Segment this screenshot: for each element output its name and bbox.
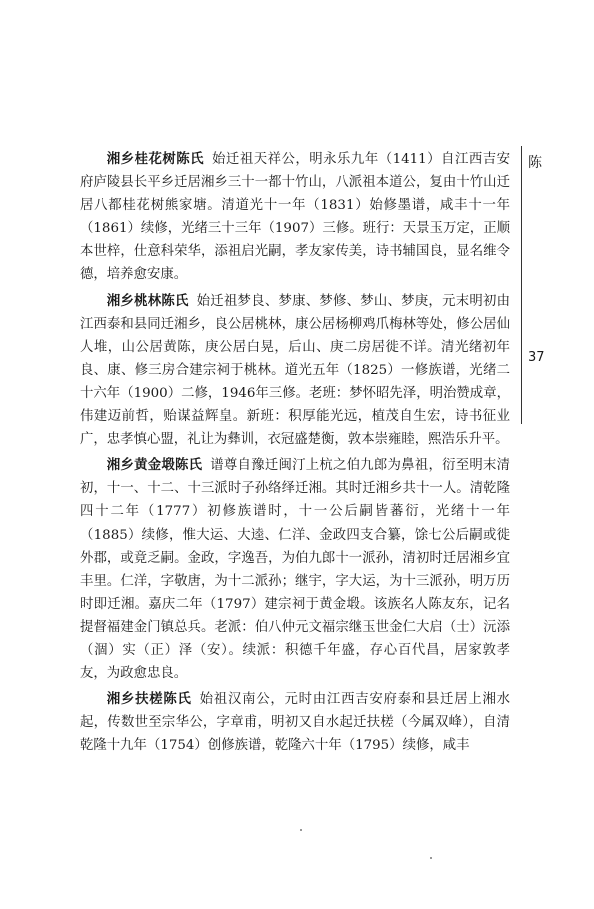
body-text <box>80 148 510 760</box>
entry-heading: 湘乡扶槎陈氏 <box>106 691 192 708</box>
scan-speck <box>430 857 432 859</box>
entry-text: 始迁祖天祥公，明永乐九年（1411）自江西吉安府庐陵县长平乡迁居湘乡三十一都十竹山，八派祖本道公，复由十竹山迁居八都桂花树熊家塘。清道光十一年（1831）始修墨谱，咸丰十一年（1861）续修，光绪三十三年（1907）三修。班行：天景玉万定，正顺本世梓，仕意科荣华，添祖启光嗣，孝友家传美，诗书辅国良，显名维令德，培养愈安康。 <box>80 152 510 283</box>
entry-text: 谱尊自豫迁闽汀上杭之伯九郎为鼻祖，衍至明末清初，十一、十二、十三派时子孙络绎迁湘。其时迁湘乡共十一人。清乾隆四十二年（1777）初修族谱时，十一公后嗣皆蕃衍，光绪十一年（1885）续修，惟大运、大逵、仁洋、金政四支合纂，馀七公后嗣或徙外郡，或竟乏嗣。金政，字逸吾，为伯九郎十一派孙，清初时迁居湘乡宜丰里。仁洋，字敬唐，为十二派孙；继宇，字大运，为十三派孙，明万历时即迁湘。嘉庆二年（1797）建宗祠于黄金塅。该族名人陈友东，记名提督福建金门镇总兵。老派：伯八仲元文福宗继玉世金仁大启（士）沅添（涸）实（正）泽（安）。续派：积德千年盛，存心百代昌，居家敦孝友，为政愈忠良。 <box>80 458 511 682</box>
entry-text: 始迁祖梦良、梦康、梦修、梦山、梦庚，元末明初由江西泰和县同迁湘乡，良公居桃林，康公居杨柳鸡爪梅林等处，修公居仙人堆，山公居黄陈，庚公居白晃，后山、庚二房居徙不详。清光绪初年良、康、修三房合建宗祠于桃林。道光五年（1825）一修族谱，光绪二十六年（1900）二修，1946年三修。老班：梦怀昭先泽，明治赞成章，伟建迈前哲，贻谋益辉皇。新班：积厚能光远，植茂自生宏，诗书征业广，忠孝慎心盟，礼让为彝训，衣冠盛楚衡，敦本崇雍睦，熙浩乐升平。 <box>80 293 511 448</box>
entry-paragraph <box>80 454 510 685</box>
page-number: 37 <box>528 350 545 365</box>
running-head-surname: 陈 <box>528 155 542 171</box>
entry-text: 始祖汉南公，元时由江西吉安府泰和县迁居上湘水起，传数世至宗华公，字章甫，明初又自水起迁扶槎（今属双峰），自清乾隆十九年（1754）创修族谱，乾隆六十年（1795）续修，咸丰 <box>80 692 511 754</box>
entry-paragraph <box>80 148 510 287</box>
margin-rule <box>521 146 522 424</box>
scan-speck <box>300 829 302 831</box>
entry-paragraph <box>80 290 510 452</box>
entry-heading: 湘乡桃林陈氏 <box>106 292 189 309</box>
entry-paragraph <box>80 688 510 757</box>
entry-heading: 湘乡黄金塅陈氏 <box>106 457 203 474</box>
entry-heading: 湘乡桂花树陈氏 <box>106 151 205 167</box>
